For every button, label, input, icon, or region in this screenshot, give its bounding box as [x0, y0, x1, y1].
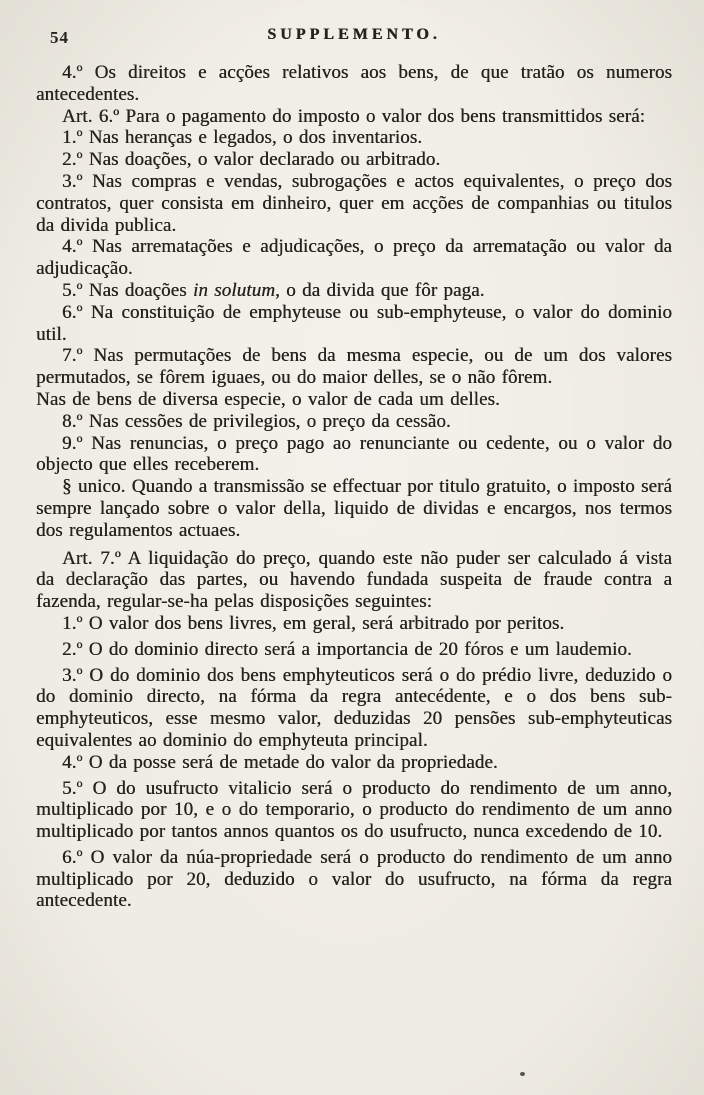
page-header — [36, 18, 672, 62]
article-6-item-6: 6.º Na constituição de emphyteuse ou sub-emphyteuse, o valor do dominio util. — [36, 301, 672, 345]
article-6-sole-paragraph: § unico. Quando a transmissão se effectuar por titulo gratuito, o imposto será sempre lançado sobre o valor della, liquido de dividas e encargos, nos termos dos regulamentos actuaes. — [36, 476, 672, 541]
page-number: 54 — [50, 28, 69, 47]
article-6-item-4: 4.º Nas arrematações e adjudicações, o preço da arrematação ou valor da adjudicação. — [36, 236, 672, 280]
article-7-item-1: 1.º O valor dos bens livres, em geral, será arbitrado por peritos. — [62, 612, 565, 634]
article-6-item-3: 3.º Nas compras e vendas, subrogações e actos equivalentes, o preço dos contratos, quer consista em dinheiro, quer em acções de companhias ou titulos da divida publica. — [36, 170, 672, 236]
article-6-item-7-continuation: Nas de bens de diversa especie, o valor de cada um delles. — [36, 388, 500, 410]
article-7-item-6: 6.º O valor da núa-propriedade será o producto do rendimento de um anno multiplicado por 20, deduzido o valor do usufructo, na fórma da regra antecedente. — [36, 846, 672, 912]
item-4-previous-article: 4.º Os direitos e acções relativos aos bens, de que tratão os numeros antecedentes. — [36, 62, 672, 105]
article-6-item-8: 8.º Nas cessões de privilegios, o preço da cessão. — [62, 410, 451, 432]
article-7-intro: Art. 7.º A liquidação do preço, quando este não puder ser calculado á vista da declaração das partes, ou havendo fundada suspeita de fraude contra a fazenda, regular-se-ha pelas disposições seguintes: — [36, 547, 672, 613]
article-6-item-7: 7.º Nas permutações de bens da mesma especie, ou de um dos valores permutados, se fôrem iguaes, ou do maior delles, se o não fôrem. — [36, 345, 672, 389]
paragraph-text: 5.º Nas doações — [62, 279, 193, 301]
document-body — [36, 62, 672, 912]
article-6-item-1: 1.º Nas heranças e legados, o dos inventarios. — [62, 127, 423, 149]
paragraph-text: , o da divida que fôr paga. — [275, 279, 485, 301]
article-7-item-5: 5.º O do usufructo vitalicio será o producto do rendimento de um anno, multiplicado por 10, e o do temporario, o producto do rendimento de um anno multiplicado por tantos annos quantos os do usufructo, nunca excedendo de 10. — [36, 777, 672, 843]
article-7-item-3: 3.º O do dominio dos bens emphyteuticos será o do prédio livre, deduzido o do dominio directo, na fórma da regra antecédente, e o dos bens sub-emphyteuticos, esse mesmo valor, deduzidas 20 pensões sub-emphyteuticas equivalentes ao dominio do emphyteuta principal. — [36, 664, 672, 751]
latin-phrase: in solutum — [192, 279, 276, 301]
article-6-item-9: 9.º Nas renuncias, o preço pago ao renunciante ou cedente, ou o valor do objecto que elles receberem. — [36, 432, 672, 476]
article-7-item-4: 4.º O da posse será de metade do valor da propriedade. — [62, 751, 498, 773]
article-6-intro: Art. 6.º Para o pagamento do imposto o valor dos bens transmittidos será: — [62, 105, 646, 127]
running-title: SUPPLEMENTO. — [267, 26, 441, 43]
article-6-item-5 — [36, 280, 672, 302]
article-6-item-2: 2.º Nas doações, o valor declarado ou arbitrado. — [62, 149, 441, 171]
article-7-item-2: 2.º O do dominio directo será a importancia de 20 fóros e um laudemio. — [62, 638, 632, 660]
ink-speck — [520, 1072, 525, 1076]
